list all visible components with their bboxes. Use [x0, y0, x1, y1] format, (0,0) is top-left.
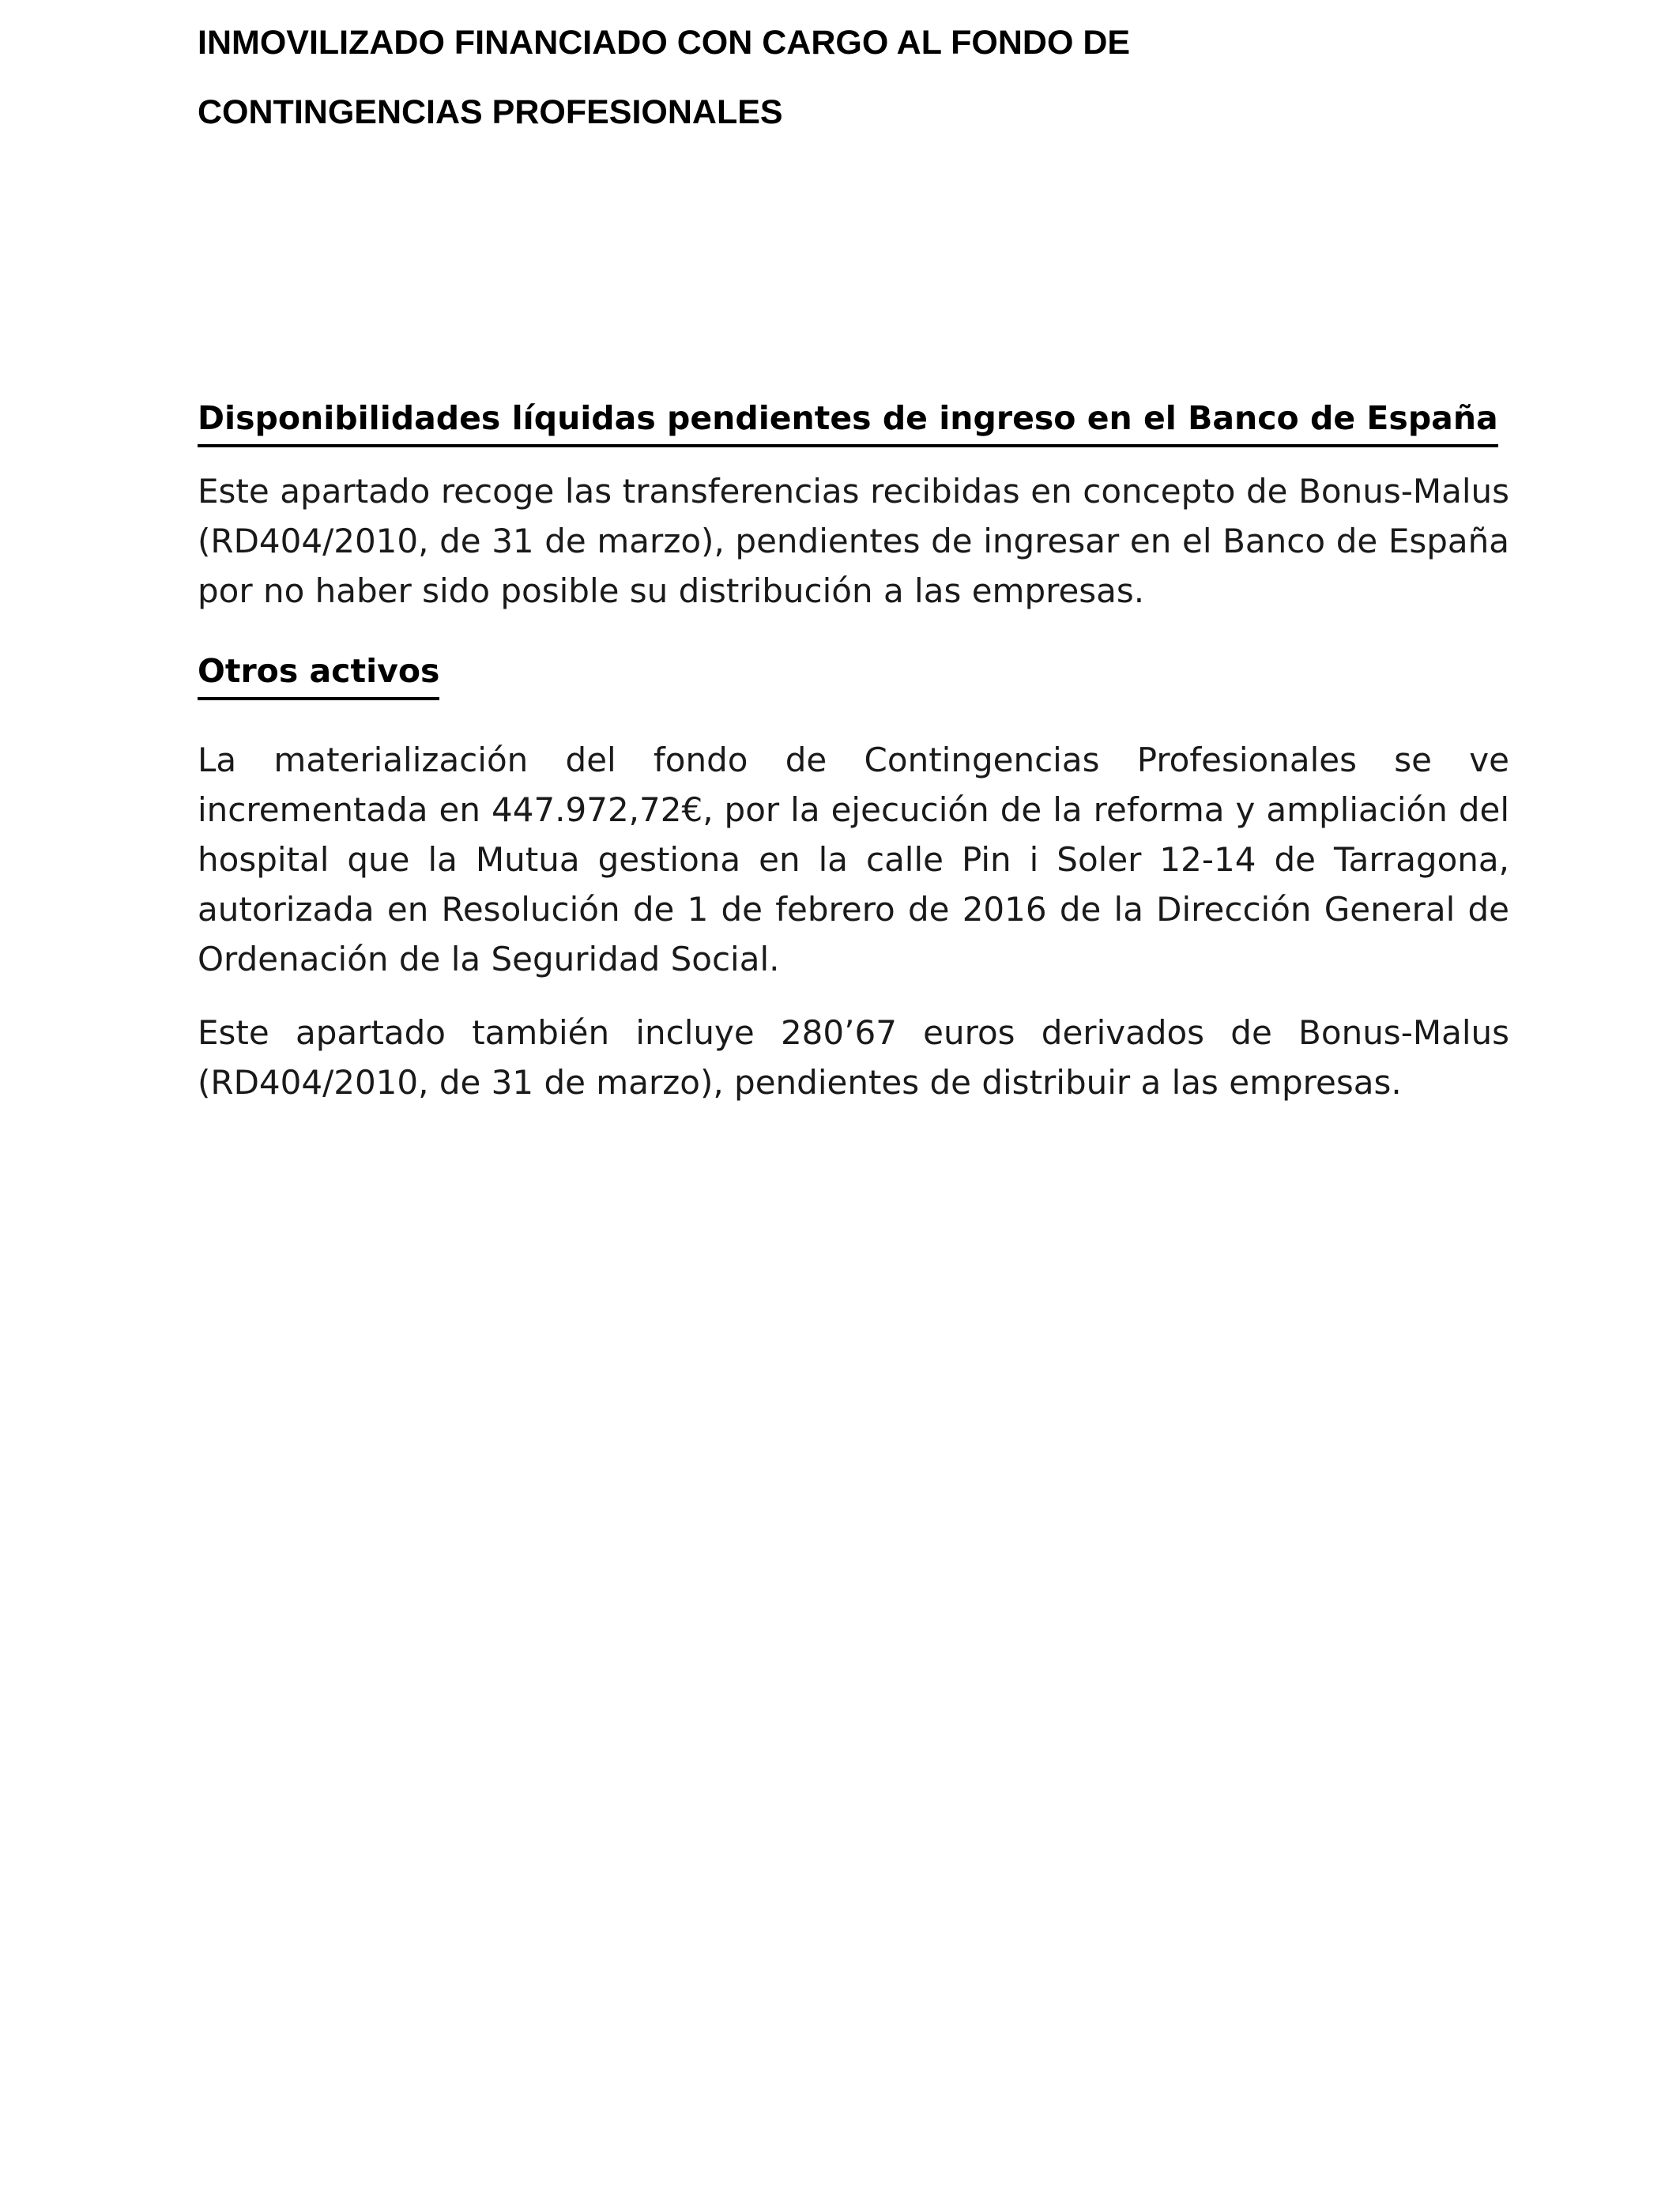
- section-paragraph: Este apartado recoge las transferencias recibidas en concepto de Bonus-Malus (RD404/2010, de 31 de marzo), pendientes de ingresar en el Banco de España por no haber sido posible su distribución a las empresas.: [198, 472, 1509, 610]
- page-title-line-1: INMOVILIZADO FINANCIADO CON CARGO AL FONDO DE: [198, 24, 1131, 62]
- section-paragraph: Este apartado también incluye 280’67 euros derivados de Bonus-Malus (RD404/2010, de 31 de marzo), pendientes de distribuir a las empresas.: [198, 1013, 1509, 1102]
- section-disponibilidades: [198, 397, 1509, 616]
- page-title-line-2: CONTINGENCIAS PROFESIONALES: [198, 93, 783, 131]
- page-title: [198, 8, 1541, 147]
- section-paragraph: La materialización del fondo de Contingencias Profesionales se ve incrementada en 447.972,72€, por la ejecución de la reforma y ampliación del hospital que la Mutua gestiona en la calle Pin i Soler 12-14 de Tarragona, autorizada en Resolución de 1 de febrero de 2016 de la Dirección General de Ordenación de la Seguridad Social.: [198, 741, 1509, 978]
- section-heading: Disponibilidades líquidas pendientes de ingreso en el Banco de España: [198, 397, 1498, 447]
- section-heading: Otros activos: [198, 650, 439, 700]
- section-otros-activos: [198, 650, 1509, 1107]
